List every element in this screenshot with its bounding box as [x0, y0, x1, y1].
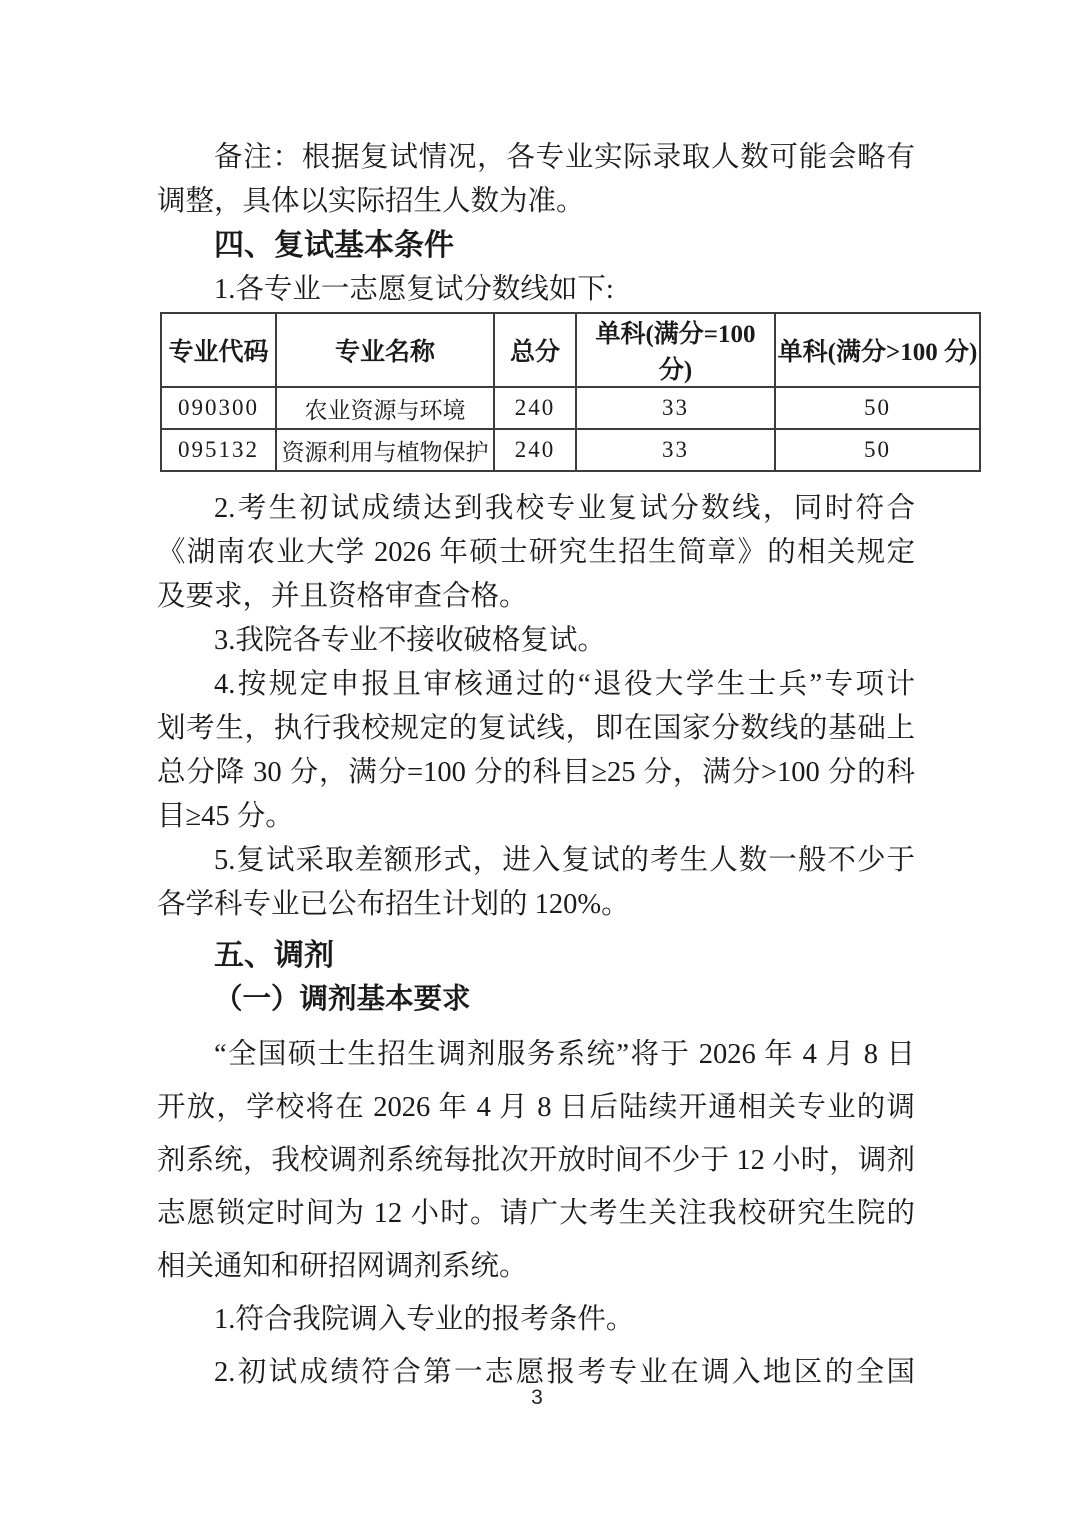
paragraph-no-exception: 3.我院各专业不接收破格复试。	[214, 625, 606, 656]
paragraph-differential-ratio	[157, 839, 915, 927]
score-table-header-row	[161, 313, 980, 387]
paragraph-line: 5.复试采取差额形式，进入复试的考生人数一般不少于	[214, 845, 915, 876]
paragraph-line: 相关通知和研招网调剂系统。	[157, 1251, 528, 1282]
score-table-header-name: 专业名称	[276, 313, 494, 387]
cell-total-score: 240	[494, 429, 576, 471]
paragraph-line: 2.考生初试成绩达到我校专业复试分数线，同时符合	[214, 493, 915, 524]
cell-major-name: 农业资源与环境	[276, 387, 494, 429]
heading-section-five: 五、调剂	[214, 939, 334, 972]
note-line: 调整，具体以实际招生人数为准。	[157, 186, 585, 217]
paragraph-initial-score	[157, 487, 915, 619]
cell-major-code: 090300	[161, 387, 276, 429]
score-table	[160, 312, 981, 472]
paragraph-line: 《湖南农业大学 2026 年硕士研究生招生简章》的相关规定	[157, 537, 915, 568]
paragraph-line: 剂系统，我校调剂系统每批次开放时间不少于 12 小时，调剂	[157, 1145, 915, 1176]
score-table-header-code: 专业代码	[161, 313, 276, 387]
score-table-header-single-gt100: 单科(满分>100 分)	[775, 313, 980, 387]
paragraph-adjustment-system	[157, 1028, 915, 1293]
paragraph-line: 志愿锁定时间为 12 小时。请广大考生关注我校研究生院的	[157, 1198, 915, 1229]
cell-total-score: 240	[494, 387, 576, 429]
subheading-adjustment-requirements: （一）调剂基本要求	[214, 984, 471, 1015]
paragraph-line: 开放，学校将在 2026 年 4 月 8 日后陆续开通相关专业的调	[157, 1092, 915, 1123]
paragraph-line: 及要求，并且资格审查合格。	[157, 581, 528, 612]
paragraph-line: 目≥45 分。	[157, 801, 294, 832]
paragraph-line: 划考生，执行我校规定的复试线，即在国家分数线的基础上	[157, 713, 915, 744]
score-table-header-single-eq100: 单科(满分=100 分)	[576, 313, 775, 387]
heading-section-four: 四、复试基本条件	[214, 229, 454, 262]
page-number: 3	[531, 1386, 543, 1409]
cell-single-gt100: 50	[775, 429, 980, 471]
note-line: 备注：根据复试情况，各专业实际录取人数可能会略有	[214, 142, 915, 173]
paragraph-veteran-plan	[157, 663, 915, 839]
paragraph-line: 各学科专业已公布招生计划的 120%。	[157, 889, 630, 920]
score-table-header-total: 总分	[494, 313, 576, 387]
paragraph-line: “全国硕士生招生调剂服务系统”将于 2026 年 4 月 8 日	[214, 1039, 915, 1070]
note-paragraph	[157, 136, 915, 224]
cell-major-name: 资源利用与植物保护	[276, 429, 494, 471]
score-table-row	[161, 387, 980, 429]
paragraph-line: 4.按规定申报且审核通过的“退役大学生士兵”专项计	[214, 669, 915, 700]
document-body	[157, 136, 978, 1399]
adjustment-item-2: 2.初试成绩符合第一志愿报考专业在调入地区的全国	[214, 1357, 915, 1388]
cell-major-code: 095132	[161, 429, 276, 471]
paragraph-line: 总分降 30 分，满分=100 分的科目≥25 分，满分>100 分的科	[157, 757, 915, 788]
section-four-intro: 1.各专业一志愿复试分数线如下:	[214, 274, 614, 305]
cell-single-eq100: 33	[576, 429, 775, 471]
adjustment-item-1: 1.符合我院调入专业的报考条件。	[214, 1304, 635, 1335]
cell-single-gt100: 50	[775, 387, 980, 429]
score-table-row	[161, 429, 980, 471]
cell-single-eq100: 33	[576, 387, 775, 429]
